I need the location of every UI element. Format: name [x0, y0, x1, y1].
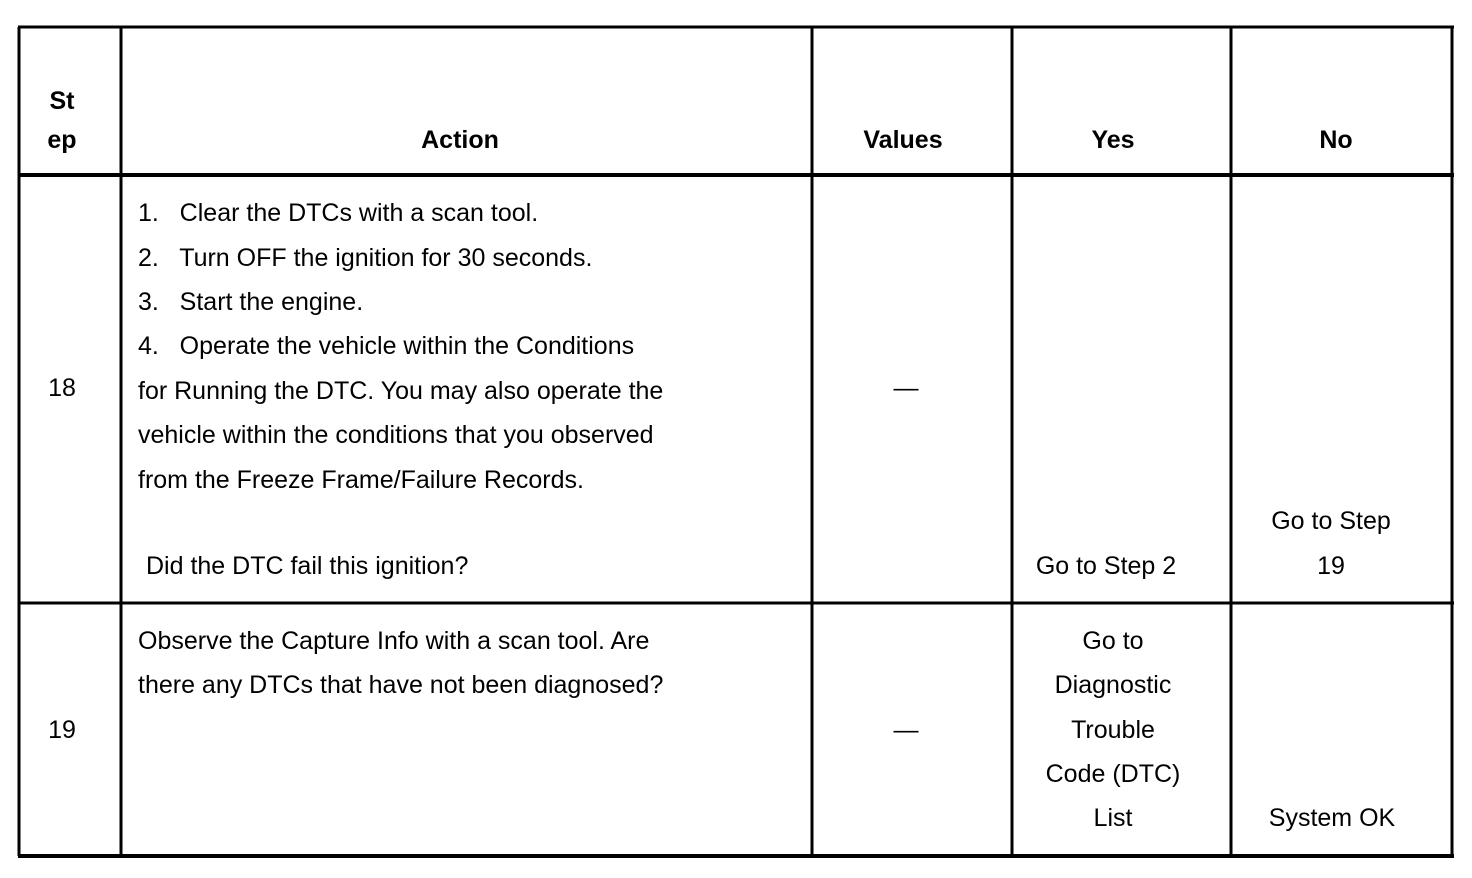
- row-19-action-line-2: there any DTCs that have not been diagnosed?: [138, 671, 664, 699]
- header-step-line-1: St: [49, 87, 75, 115]
- row-19-yes-line-4: Code (DTC): [1045, 760, 1181, 788]
- header-yes: Yes: [1091, 126, 1135, 154]
- row-19-no-line-1: System OK: [1268, 804, 1396, 832]
- row-18-no-line-2: 19: [1317, 552, 1345, 580]
- row-18-question: Did the DTC fail this ignition?: [146, 552, 469, 580]
- row-18-action-line-1: 1. Clear the DTCs with a scan tool.: [138, 199, 539, 227]
- row-19-yes-line-3: Trouble: [1071, 716, 1155, 744]
- row-19-yes-line-1: Go to: [1082, 627, 1144, 655]
- row-19-step: 19: [48, 716, 76, 744]
- row-18-no-line-1: Go to Step: [1271, 507, 1391, 535]
- row-18-step: 18: [48, 374, 76, 402]
- row-19-values: —: [893, 716, 919, 744]
- row-18-action-line-6: vehicle within the conditions that you observed: [138, 421, 654, 449]
- row-19-yes-line-2: Diagnostic: [1054, 671, 1172, 699]
- row-18-action-line-4: 4. Operate the vehicle within the Conditions: [138, 332, 635, 360]
- header-action: Action: [421, 126, 499, 154]
- row-18-action-line-5: for Running the DTC. You may also operate the: [138, 377, 664, 405]
- row-19-yes-line-5: List: [1093, 804, 1133, 832]
- row-18-values: —: [893, 374, 919, 402]
- row-19-action-line-1: Observe the Capture Info with a scan tool. Are: [138, 627, 650, 655]
- row-18-yes-line-1: Go to Step 2: [1035, 552, 1177, 580]
- row-18-action-line-7: from the Freeze Frame/Failure Records.: [138, 466, 584, 494]
- header-step-line-2: ep: [47, 126, 77, 154]
- row-18-action-line-2: 2. Turn OFF the ignition for 30 seconds.: [138, 244, 593, 272]
- header-no: No: [1319, 126, 1353, 154]
- row-18-action-line-3: 3. Start the engine.: [138, 288, 364, 316]
- header-values: Values: [863, 126, 943, 154]
